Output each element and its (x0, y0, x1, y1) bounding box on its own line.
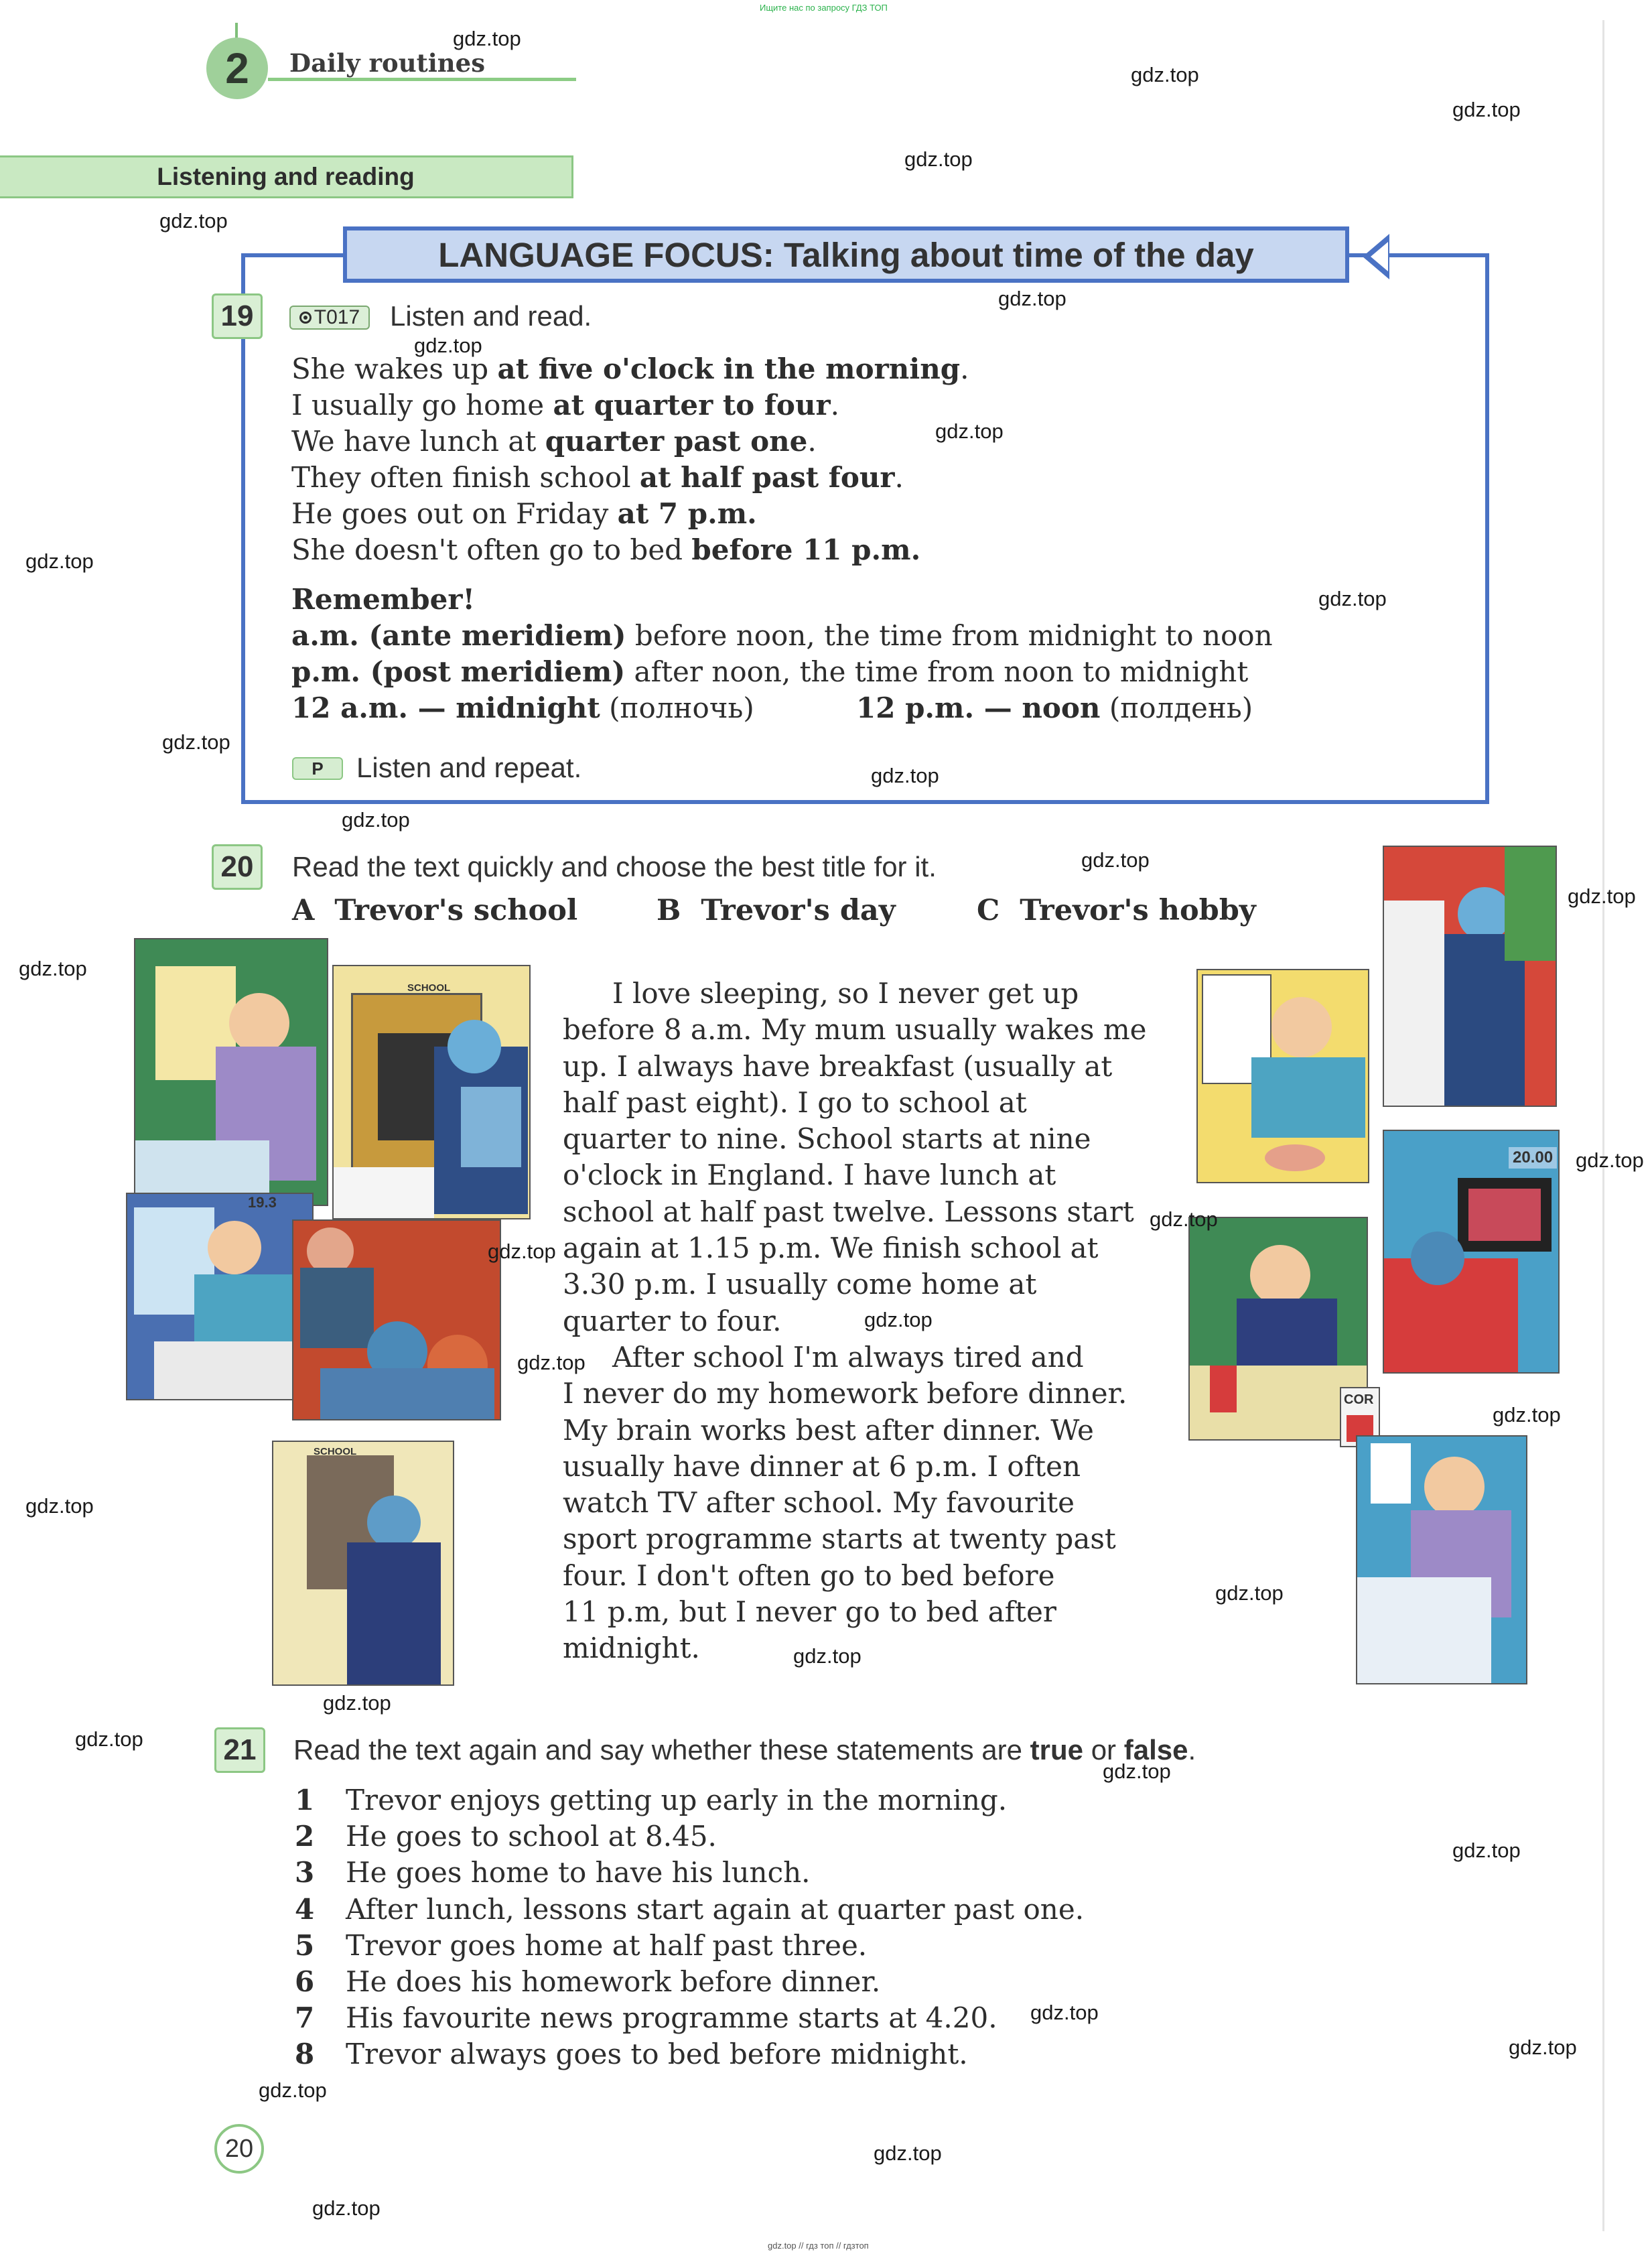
exercise-19-number: 19 (212, 293, 263, 339)
watermark-text: gdz.top (864, 1308, 933, 1331)
example-sentence (291, 497, 757, 530)
example-time-phrase: at 7 p.m. (617, 497, 757, 530)
statement-item[interactable] (295, 1893, 1084, 1926)
word-true: true (1030, 1734, 1084, 1766)
statement-number: 8 (295, 2038, 315, 2071)
statement-item[interactable] (295, 1929, 867, 1962)
example-plain: She wakes up (291, 352, 498, 385)
exercise-21-number: 21 (214, 1727, 265, 1773)
statement-number: 3 (295, 1856, 315, 1889)
statement-text: He goes to school at 8.45. (346, 1820, 717, 1853)
am-term: a.m. (ante meridiem) (291, 619, 626, 652)
illustration-breakfast (126, 1193, 314, 1400)
watermark-text: gdz.top (1131, 63, 1199, 86)
watermark-text: gdz.top (874, 2141, 942, 2165)
noon-definition (856, 691, 1253, 724)
watermark-text: gdz.top (998, 287, 1066, 310)
example-time-phrase: at quarter to four (553, 389, 831, 421)
example-plain: She doesn't often go to bed (291, 533, 692, 566)
watermark-text: gdz.top (453, 27, 521, 50)
example-sentence (291, 533, 920, 566)
statement-item[interactable] (295, 1856, 811, 1889)
illustration-walking-home (1383, 846, 1557, 1107)
example-plain: I usually go home (291, 389, 553, 421)
option-b-text: Trevor's day (701, 894, 896, 927)
page-number: 20 (214, 2124, 264, 2174)
school-sign-2: SCHOOL (314, 1446, 357, 1457)
watermark-text: gdz.top (312, 2196, 381, 2220)
reading-line: After school I'm always tired and (612, 1340, 1084, 1374)
option-c-text: Trevor's hobby (1020, 894, 1256, 927)
reading-line: up. I always have breakfast (usually at (563, 1049, 1113, 1083)
am-definition (291, 619, 1273, 652)
repeat-instruction: Listen and repeat. (356, 752, 582, 783)
audio-disc-icon (299, 312, 312, 324)
option-b[interactable] (657, 894, 896, 927)
illustration-classroom (292, 1219, 501, 1420)
watermark-text: gdz.top (904, 147, 973, 171)
cereal-label: COR (1344, 1392, 1374, 1407)
option-b-letter: B (657, 894, 681, 927)
option-c[interactable] (977, 894, 1256, 927)
watermark-text: gdz.top (342, 808, 410, 832)
statement-number: 5 (295, 1928, 315, 1962)
reading-line: before 8 a.m. My mum usually wakes me (563, 1013, 1147, 1047)
watermark-text: gdz.top (1452, 1839, 1521, 1862)
example-time-phrase: quarter past one (545, 425, 808, 458)
audio-track-badge[interactable] (289, 306, 370, 330)
audio-track-label: T017 (314, 306, 360, 328)
statement-item[interactable] (295, 2038, 968, 2070)
pm-term: p.m. (post meridiem) (291, 655, 626, 688)
top-note: Ищите нас по запросу ГДЗ ТОП (760, 3, 888, 13)
reading-line: watch TV after school. My favourite (563, 1486, 1075, 1520)
watermark-text: gdz.top (1030, 2001, 1099, 2024)
watermark-text: gdz.top (159, 209, 228, 233)
example-plain: We have lunch at (291, 425, 545, 458)
example-punctuation: . (894, 461, 904, 494)
reading-line: o'clock in England. I have lunch at (563, 1158, 1056, 1192)
instruction-text: Read the text again and say whether these statements are (293, 1734, 1030, 1766)
reading-line: 11 p.m, but I never go to bed after (563, 1595, 1056, 1629)
example-plain: They often finish school (291, 461, 640, 494)
noon-translation: (полдень) (1100, 691, 1253, 724)
watermark-text: gdz.top (75, 1727, 143, 1751)
example-punctuation: . (807, 425, 817, 458)
clock-label-1: 19.3 (248, 1194, 277, 1211)
example-plain: He goes out on Friday (291, 497, 618, 530)
example-time-phrase: at five o'clock in the morning (497, 352, 961, 385)
option-a-letter: A (292, 894, 315, 927)
statement-text: Trevor enjoys getting up early in the morning. (346, 1784, 1008, 1816)
illustration-eating (1196, 969, 1369, 1183)
reading-line: school at half past twelve. Lessons start (563, 1195, 1134, 1228)
exercise-20-instruction: Read the text quickly and choose the best title for it. (292, 851, 937, 882)
watermark-text: gdz.top (1150, 1207, 1218, 1231)
statement-text: After lunch, lessons start again at quarter past one. (346, 1892, 1085, 1926)
language-focus-banner: LANGUAGE FOCUS: Talking about time of the day (343, 226, 1349, 283)
statement-number: 4 (295, 1892, 315, 1926)
statement-number: 7 (295, 2001, 315, 2035)
reading-line: four. I don't often go to bed before (563, 1558, 1055, 1592)
word-false: false (1123, 1734, 1188, 1766)
section-title: Listening and reading (0, 155, 573, 198)
noon-term: 12 p.m. — noon (856, 691, 1101, 724)
reading-line: usually have dinner at 6 p.m. I often (563, 1449, 1081, 1483)
unit-title: Daily routines (289, 48, 486, 78)
midnight-term: 12 a.m. — midnight (291, 691, 600, 724)
statement-item[interactable] (295, 1784, 1007, 1816)
exercise-20-number: 20 (212, 844, 263, 890)
statement-text: He goes home to have his lunch. (346, 1856, 811, 1889)
watermark-text: gdz.top (1493, 1403, 1561, 1426)
example-sentence (291, 425, 817, 458)
example-time-phrase: at half past four (639, 461, 895, 494)
example-punctuation: . (830, 389, 839, 421)
example-sentence (291, 352, 969, 385)
banner-arrow-inner (1371, 242, 1388, 271)
watermark-text: gdz.top (793, 1644, 862, 1668)
watermark-text: gdz.top (517, 1351, 586, 1374)
statement-text: Trevor goes home at half past three. (346, 1928, 868, 1962)
statement-text: He does his homework before dinner. (346, 1965, 881, 1998)
watermark-text: gdz.top (25, 549, 94, 573)
statement-item[interactable] (295, 2001, 997, 2034)
watermark-text: gdz.top (488, 1240, 556, 1263)
statement-item[interactable] (295, 1965, 880, 1998)
exercise-21-instruction (293, 1734, 1196, 1766)
reading-line: midnight. (563, 1632, 700, 1665)
watermark-text: gdz.top (1568, 884, 1636, 908)
illustration-waking-up (134, 938, 328, 1206)
pm-definition (291, 655, 1248, 688)
reading-line: I love sleeping, so I never get up (612, 977, 1079, 1010)
watermark-text: gdz.top (1509, 2036, 1577, 2059)
watermark-text: gdz.top (259, 2078, 327, 2102)
statement-text: Trevor always goes to bed before midnight. (346, 2038, 968, 2071)
watermark-text: gdz.top (1215, 1581, 1284, 1605)
example-sentence (291, 389, 839, 421)
reading-line: quarter to nine. School starts at nine (563, 1122, 1091, 1156)
remember-title: Remember! (291, 583, 475, 616)
watermark-text: gdz.top (414, 334, 482, 357)
unit-number-badge: 2 (206, 38, 268, 99)
page-edge-shadow (1602, 20, 1604, 2231)
reading-line: I never do my homework before dinner. (563, 1377, 1127, 1410)
watermark-text: gdz.top (25, 1494, 94, 1518)
option-c-letter: C (977, 894, 1000, 927)
midnight-translation: (полночь) (600, 691, 754, 724)
school-sign: SCHOOL (407, 982, 451, 994)
reading-line: 3.30 p.m. I usually come home at (563, 1268, 1037, 1301)
word-or: or (1083, 1734, 1124, 1766)
unit-underline (268, 78, 576, 81)
exercise-19-instruction: Listen and read. (390, 300, 592, 332)
watermark-text: gdz.top (19, 957, 87, 980)
example-punctuation: . (960, 352, 969, 385)
pm-explanation: after noon, the time from noon to midnight (625, 655, 1249, 688)
statement-number: 6 (295, 1965, 315, 1998)
watermark-text: gdz.top (1103, 1760, 1171, 1783)
watermark-text: gdz.top (1318, 587, 1387, 610)
illustration-going-to-school (332, 965, 531, 1219)
reading-line: sport programme starts at twenty past (563, 1522, 1116, 1556)
statement-item[interactable] (295, 1820, 717, 1853)
watermark-text: gdz.top (1576, 1148, 1644, 1172)
reading-line: quarter to four. (563, 1304, 782, 1337)
example-time-phrase: before 11 p.m. (691, 533, 921, 566)
reading-line: again at 1.15 p.m. We finish school at (563, 1232, 1099, 1265)
watermark-text: gdz.top (323, 1691, 391, 1715)
pronunciation-badge[interactable]: P (292, 757, 343, 780)
option-a[interactable] (292, 894, 577, 927)
am-explanation: before noon, the time from midnight to noon (626, 619, 1273, 652)
statement-number: 2 (295, 1820, 315, 1853)
option-a-text: Trevor's school (334, 894, 578, 927)
watermark-text: gdz.top (162, 730, 230, 754)
instruction-end: . (1188, 1734, 1196, 1766)
statement-number: 1 (295, 1784, 315, 1816)
illustration-watching-tv (1383, 1130, 1560, 1374)
midnight-definition (291, 691, 754, 724)
illustration-going-to-bed (1356, 1435, 1527, 1684)
reading-line: half past eight). I go to school at (563, 1085, 1027, 1119)
bottom-note: gdz.top // гдз топ // гдзтоп (768, 2241, 869, 2251)
clock-label-2: 20.00 (1509, 1147, 1557, 1169)
example-sentence (291, 461, 904, 494)
reading-line: My brain works best after dinner. We (563, 1413, 1094, 1447)
watermark-text: gdz.top (1081, 848, 1150, 872)
watermark-text: gdz.top (935, 419, 1004, 443)
watermark-text: gdz.top (1452, 98, 1521, 121)
statement-text: His favourite news programme starts at 4.20. (346, 2001, 997, 2035)
unit-tick (235, 23, 238, 39)
illustration-leaving-school (272, 1441, 454, 1686)
watermark-text: gdz.top (871, 764, 939, 787)
